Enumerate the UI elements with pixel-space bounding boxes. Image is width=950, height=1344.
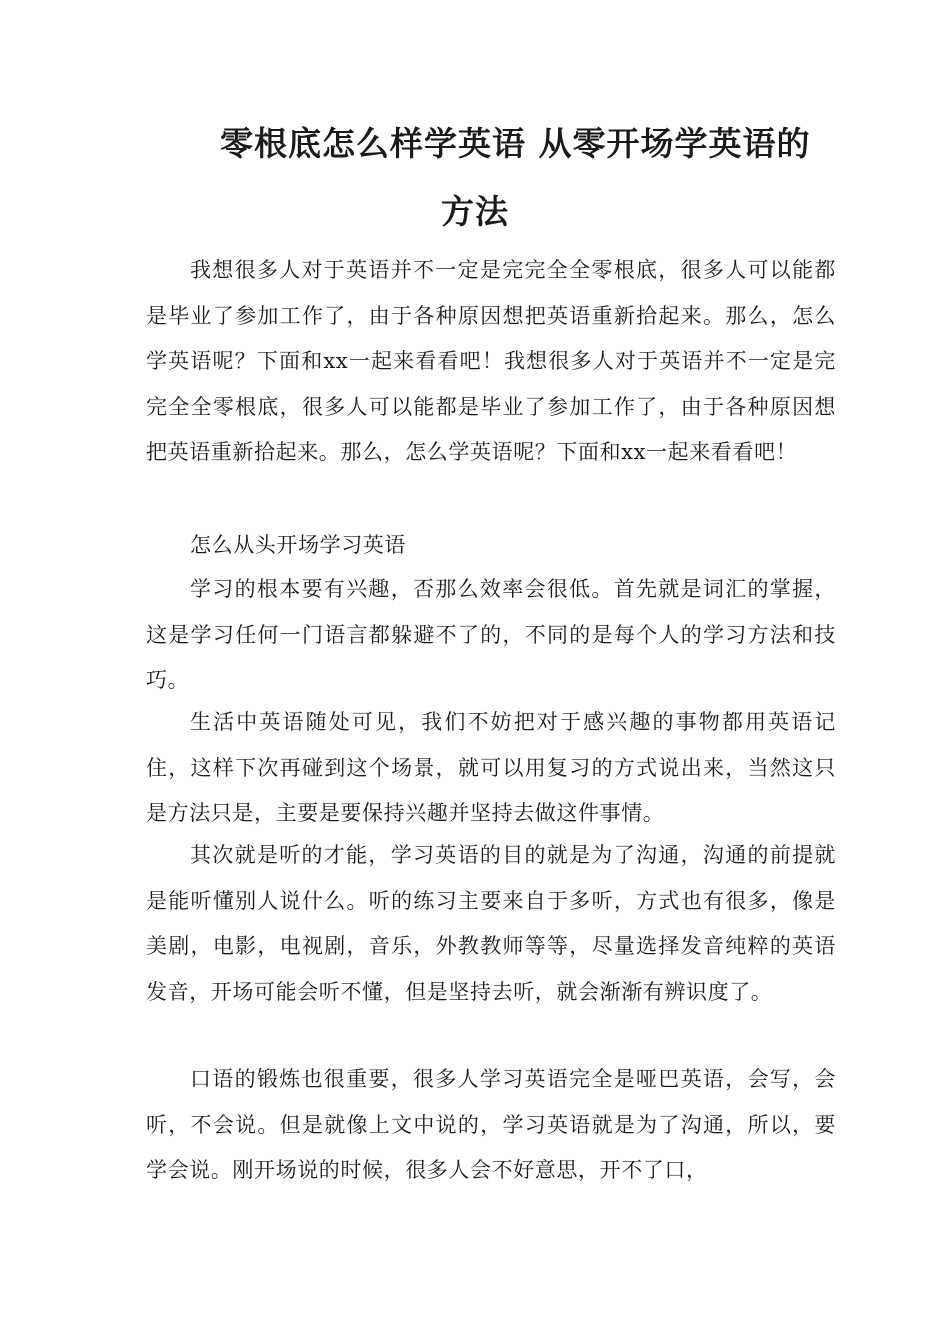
paragraph-daily-life: 生活中英语随处可见，我们不妨把对于感兴趣的事物都用英语记住，这样下次再碰到这个场景，就可以用复习的方式说出来，当然这只是方法只是，主要是要保持兴趣并坚持去做这件事情。 <box>146 710 836 825</box>
document-title-line-2: 方法 <box>441 192 509 231</box>
paragraph-listening: 其次就是听的才能，学习英语的目的就是为了沟通，沟通的前提就是能听懂别人说什么。听的练习主要来自于多听，方式也有很多，像是美剧，电影，电视剧，音乐，外教教师等等，尽量选择发音纯粹的英语发音，开场可能会听不懂，但是坚持去听，就会渐渐有辨识度了。 <box>146 843 836 1004</box>
document-title-line-1: 零根底怎么样学英语 从零开场学英语的 <box>220 124 811 163</box>
paragraph-interest-vocabulary: 学习的根本要有兴趣，否那么效率会很低。首先就是词汇的掌握，这是学习任何一门语言都躲避不了的，不同的是每个人的学习方法和技巧。 <box>146 577 836 692</box>
section-heading: 怎么从头开场学习英语 <box>190 533 406 557</box>
paragraph-speaking: 口语的锻炼也很重要，很多人学习英语完全是哑巴英语，会写，会听，不会说。但是就像上文中说的，学习英语就是为了沟通，所以，要学会说。刚开场说的时候，很多人会不好意思，开不了口， <box>146 1067 836 1182</box>
intro-paragraph: 我想很多人对于英语并不一定是完完全全零根底，很多人可以能都是毕业了参加工作了，由于各种原因想把英语重新拾起来。那么，怎么学英语呢？下面和xx一起来看看吧！我想很多人对于英语并不一定是完完全全零根底，很多人可以能都是毕业了参加工作了，由于各种原因想把英语重新拾起来。那么，怎么学英语呢？下面和xx一起来看看吧！ <box>146 258 836 464</box>
